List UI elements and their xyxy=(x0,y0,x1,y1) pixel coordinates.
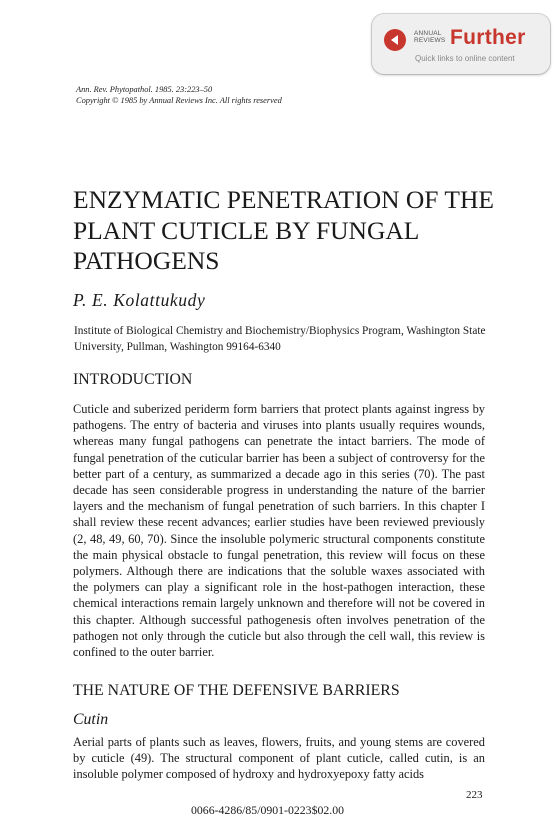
section-heading-introduction: INTRODUCTION xyxy=(73,371,193,388)
copyright-line: Copyright © 1985 by Annual Reviews Inc. All rights reserved xyxy=(76,96,282,105)
page-number: 223 xyxy=(466,789,483,801)
introduction-text: Cuticle and suberized periderm form barriers that protect plants against ingress by pathogens. The entry of bacteria and viruses into plants usually requires wounds, whereas many fungal pathogens can penetrate the intact barriers. The mode of fungal penetration of the cuticular barrier has been a subject of controversy for the better part of a century, as summarized a decade ago in this series (70). The past decade has seen considerable progress in understanding the nature of the barrier layers and the mechanism of fungal penetration of such barriers. In this chapter I shall review these recent advances; earlier studies have been reviewed previously (2, 48, 49, 60, 70). Since the insoluble polymeric structural components constitute the main physical obstacle to fungal penetration, this review will focus on these polymers. Although there are indications that the soluble waxes associated with the polymers can play a significant role in the host-pathogen interaction, these chemical interactions remain largely unknown and therefore will not be covered in this chapter. Although successful pathogenesis often involves penetration of the pathogen not only through the cuticle but also through the cell wall, this review is confined to the outer barrier. xyxy=(73,402,485,660)
author-name: P. E. Kolattukudy xyxy=(73,290,206,310)
journal-citation: Ann. Rev. Phytopathol. 1985. 23:223–50 xyxy=(76,85,213,94)
subsection-heading-cutin: Cutin xyxy=(73,711,109,728)
article-code: 0066-4286/85/0901-0223$02.00 xyxy=(191,803,345,817)
badge-annual-label: ANNUAL REVIEWS xyxy=(414,30,446,44)
cutin-text: Aerial parts of plants such as leaves, flowers, fruits, and young stems are covered by cuticle (49). The structural component of plant cuticle, called cutin, is an insoluble polymer composed of hydroxy and hydroxyepoxy fatty acids xyxy=(73,735,485,782)
article-title: ENZYMATIC PENETRATION OF THE PLANT CUTICLE BY FUNGAL PATHOGENS xyxy=(73,185,494,275)
play-back-icon xyxy=(384,29,406,51)
badge-further-label: Further xyxy=(450,26,526,49)
further-badge[interactable] xyxy=(372,14,550,74)
author-affiliation: Institute of Biological Chemistry and Biochemistry/Biophysics Program, Washington State University, Pullman, Washington 99164-6340 xyxy=(74,325,486,353)
badge-subtitle: Quick links to online content xyxy=(415,54,515,63)
section-heading-defensive-barriers: THE NATURE OF THE DEFENSIVE BARRIERS xyxy=(73,682,400,699)
